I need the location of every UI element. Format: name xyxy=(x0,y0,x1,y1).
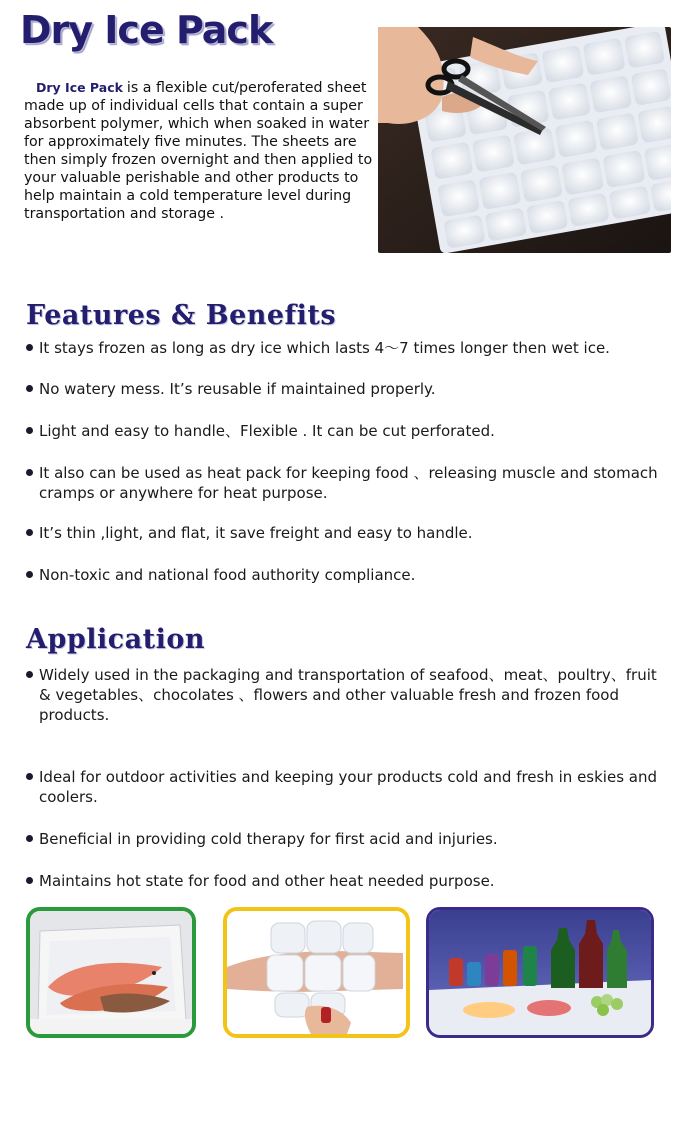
features-heading: Features & Benefits xyxy=(26,300,337,331)
bullet-icon xyxy=(26,877,33,884)
list-item: It’s thin ,light, and flat, it save freight and easy to handle. xyxy=(26,523,666,543)
application-heading: Application xyxy=(26,624,206,655)
intro-paragraph xyxy=(24,79,384,223)
drinks-ice-tray-photo xyxy=(426,907,654,1038)
fish-cooler-photo xyxy=(26,907,196,1038)
intro-brand: Dry Ice Pack xyxy=(36,80,123,95)
list-item: Non-toxic and national food authority compliance. xyxy=(26,565,666,585)
bullet-icon xyxy=(26,529,33,536)
bullet-icon xyxy=(26,835,33,842)
page-title: Dry Ice Pack xyxy=(20,8,273,52)
list-item: Light and easy to handle、Flexible . It can be cut perforated. xyxy=(26,421,666,441)
list-item: No watery mess. It’s reusable if maintained properly. xyxy=(26,379,666,399)
bullet-icon xyxy=(26,671,33,678)
bullet-icon xyxy=(26,427,33,434)
list-item: Ideal for outdoor activities and keeping your products cold and fresh in eskies and coolers. xyxy=(26,767,666,807)
intro-text: is a flexible cut/peroferated sheet made up of individual cells that contain a super absorbent polymer, which when soaked in water for approximately five minutes. The sheets are then simply frozen overnight and then applied to your valuable perishable and other products to help maintain a cold temperature level during transportation and storage . xyxy=(24,80,373,222)
list-item: Beneficial in providing cold therapy for first acid and injuries. xyxy=(26,829,666,849)
bullet-icon xyxy=(26,344,33,351)
list-item: It also can be used as heat pack for keeping food 、releasing muscle and stomach cramps or anywhere for heat purpose. xyxy=(26,463,666,503)
bullet-icon xyxy=(26,469,33,476)
list-item: Maintains hot state for food and other heat needed purpose. xyxy=(26,871,666,891)
arm-ice-pack-photo xyxy=(223,907,410,1038)
bullet-icon xyxy=(26,773,33,780)
bullet-icon xyxy=(26,571,33,578)
hero-photo-cutting-ice-pack xyxy=(378,27,671,253)
list-item: Widely used in the packaging and transportation of seafood、meat、poultry、fruit & vegetables、chocolates 、flowers and other valuable fresh and frozen food products. xyxy=(26,665,666,725)
scissors-cutting-sheet-image xyxy=(378,27,671,253)
list-item: It stays frozen as long as dry ice which lasts 4～7 times longer then wet ice. xyxy=(26,338,666,358)
bullet-icon xyxy=(26,385,33,392)
